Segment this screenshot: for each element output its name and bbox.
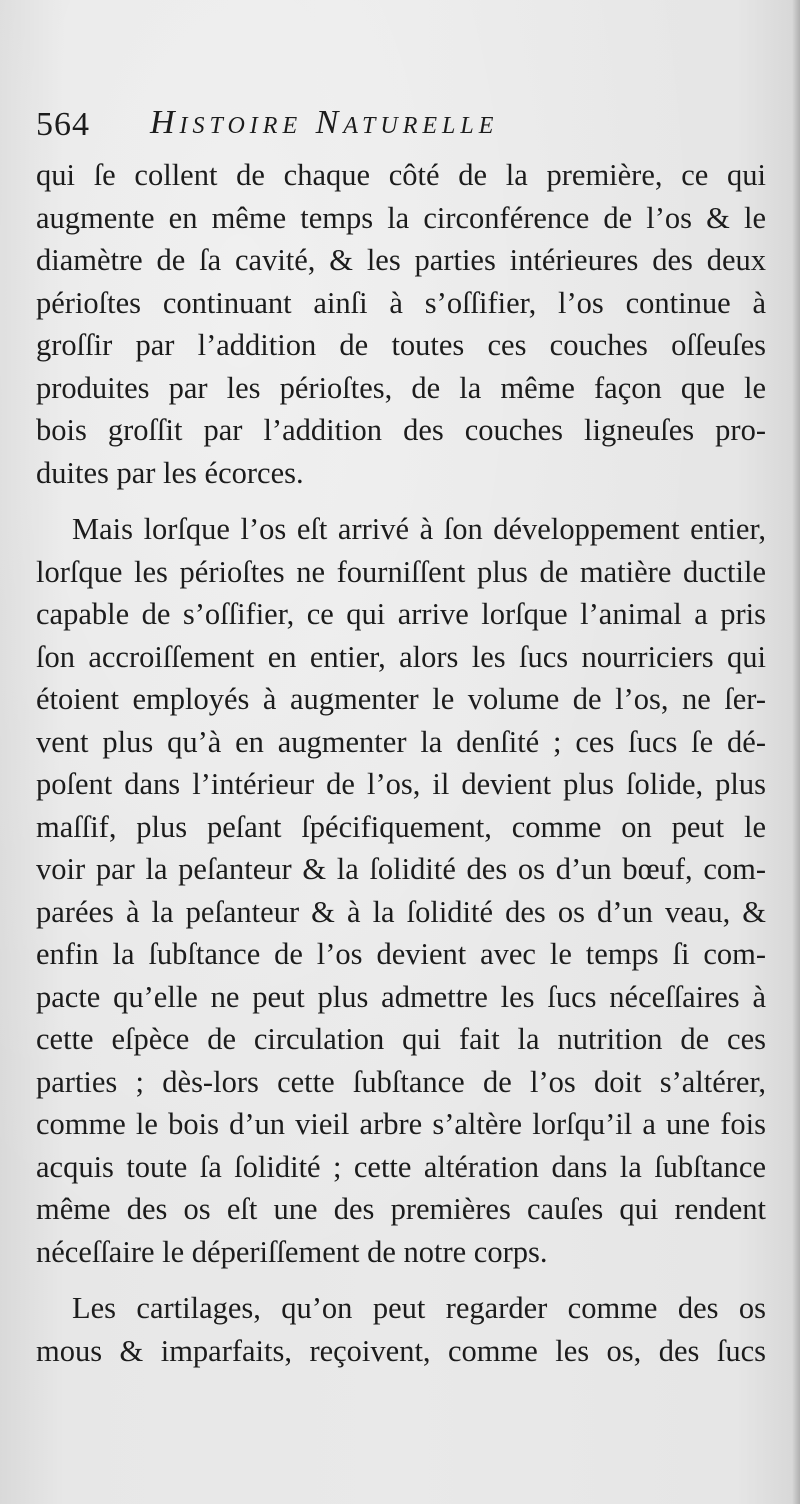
text-line: comme le bois d’un vieil arbre s’altère lorſqu’il a une fois bbox=[36, 1107, 766, 1141]
paragraph-gap bbox=[36, 494, 766, 508]
text-line: lorſque les périoſtes ne fourniſſent plus de matière ductile bbox=[36, 554, 766, 589]
text-line: augmente en même temps la circonférence de l’os & le bbox=[36, 200, 766, 235]
page-number: 564 bbox=[36, 106, 90, 143]
text-line: Mais lorſque l’os eſt arrivé à ſon développement entier, bbox=[72, 512, 766, 546]
text-line: voir par la peſanteur & la ſolidité des os d’un bœuf, com- bbox=[36, 852, 766, 886]
text-line: vent plus qu’à en augmenter la denſité ; ces ſucs ſe dé- bbox=[36, 724, 766, 759]
text-line: même des os eſt une des premières cauſes qui rendent bbox=[36, 1192, 766, 1226]
text-line: groſſir par l’addition de toutes ces couches oſſeuſes bbox=[36, 328, 766, 362]
text-line: enfin la ſubſtance de l’os devient avec le temps ſi com- bbox=[36, 937, 766, 971]
text-line: poſent dans l’intérieur de l’os, il devient plus ſolide, plus bbox=[36, 767, 766, 801]
text-line: acquis toute ſa ſolidité ; cette altération dans la ſubſtance bbox=[36, 1149, 766, 1184]
text-line: parties ; dès-lors cette ſubſtance de l’os doit s’altérer, bbox=[36, 1064, 766, 1099]
paragraph-2 bbox=[36, 508, 766, 1273]
text-line: qui ſe collent de chaque côté de la première, ce qui bbox=[36, 158, 766, 192]
running-head: Histoire Naturelle bbox=[150, 104, 499, 141]
text-line: produites par les périoſtes, de la même façon que le bbox=[36, 370, 766, 405]
text-line: Les cartilages, qu’on peut regarder comme des os bbox=[72, 1291, 766, 1325]
page-edge-shadow bbox=[792, 0, 800, 1504]
text-line: pacte qu’elle ne peut plus admettre les ſucs néceſſaires à bbox=[36, 979, 766, 1014]
paragraph-3 bbox=[36, 1287, 766, 1372]
text-line: cette eſpèce de circulation qui fait la nutrition de ces bbox=[36, 1022, 766, 1056]
text-line: néceſſaire le déperiſſement de notre corps. bbox=[36, 1234, 548, 1269]
text-line: ſon accroiſſement en entier, alors les ſucs nourriciers qui bbox=[36, 639, 766, 674]
paragraph-gap bbox=[36, 1273, 766, 1287]
body-text bbox=[36, 154, 766, 1372]
text-line: diamètre de ſa cavité, & les parties intérieures des deux bbox=[36, 243, 766, 277]
paragraph-1 bbox=[36, 154, 766, 494]
text-line: parées à la peſanteur & à la ſolidité des os d’un veau, & bbox=[36, 894, 766, 929]
text-line: étoient employés à augmenter le volume de l’os, ne ſer- bbox=[36, 682, 766, 716]
text-line: maſſif, plus peſant ſpécifiquement, comme on peut le bbox=[36, 809, 766, 844]
page-header bbox=[36, 100, 756, 148]
text-line: duites par les écorces. bbox=[36, 455, 304, 490]
text-line: périoſtes continuant ainſi à s’oſſifier, l’os continue à bbox=[36, 285, 766, 320]
text-line: capable de s’oſſifier, ce qui arrive lorſque l’animal a pris bbox=[36, 597, 766, 631]
text-line: bois groſſit par l’addition des couches ligneuſes pro- bbox=[36, 413, 766, 447]
text-line: mous & imparfaits, reçoivent, comme les os, des ſucs bbox=[36, 1333, 766, 1368]
